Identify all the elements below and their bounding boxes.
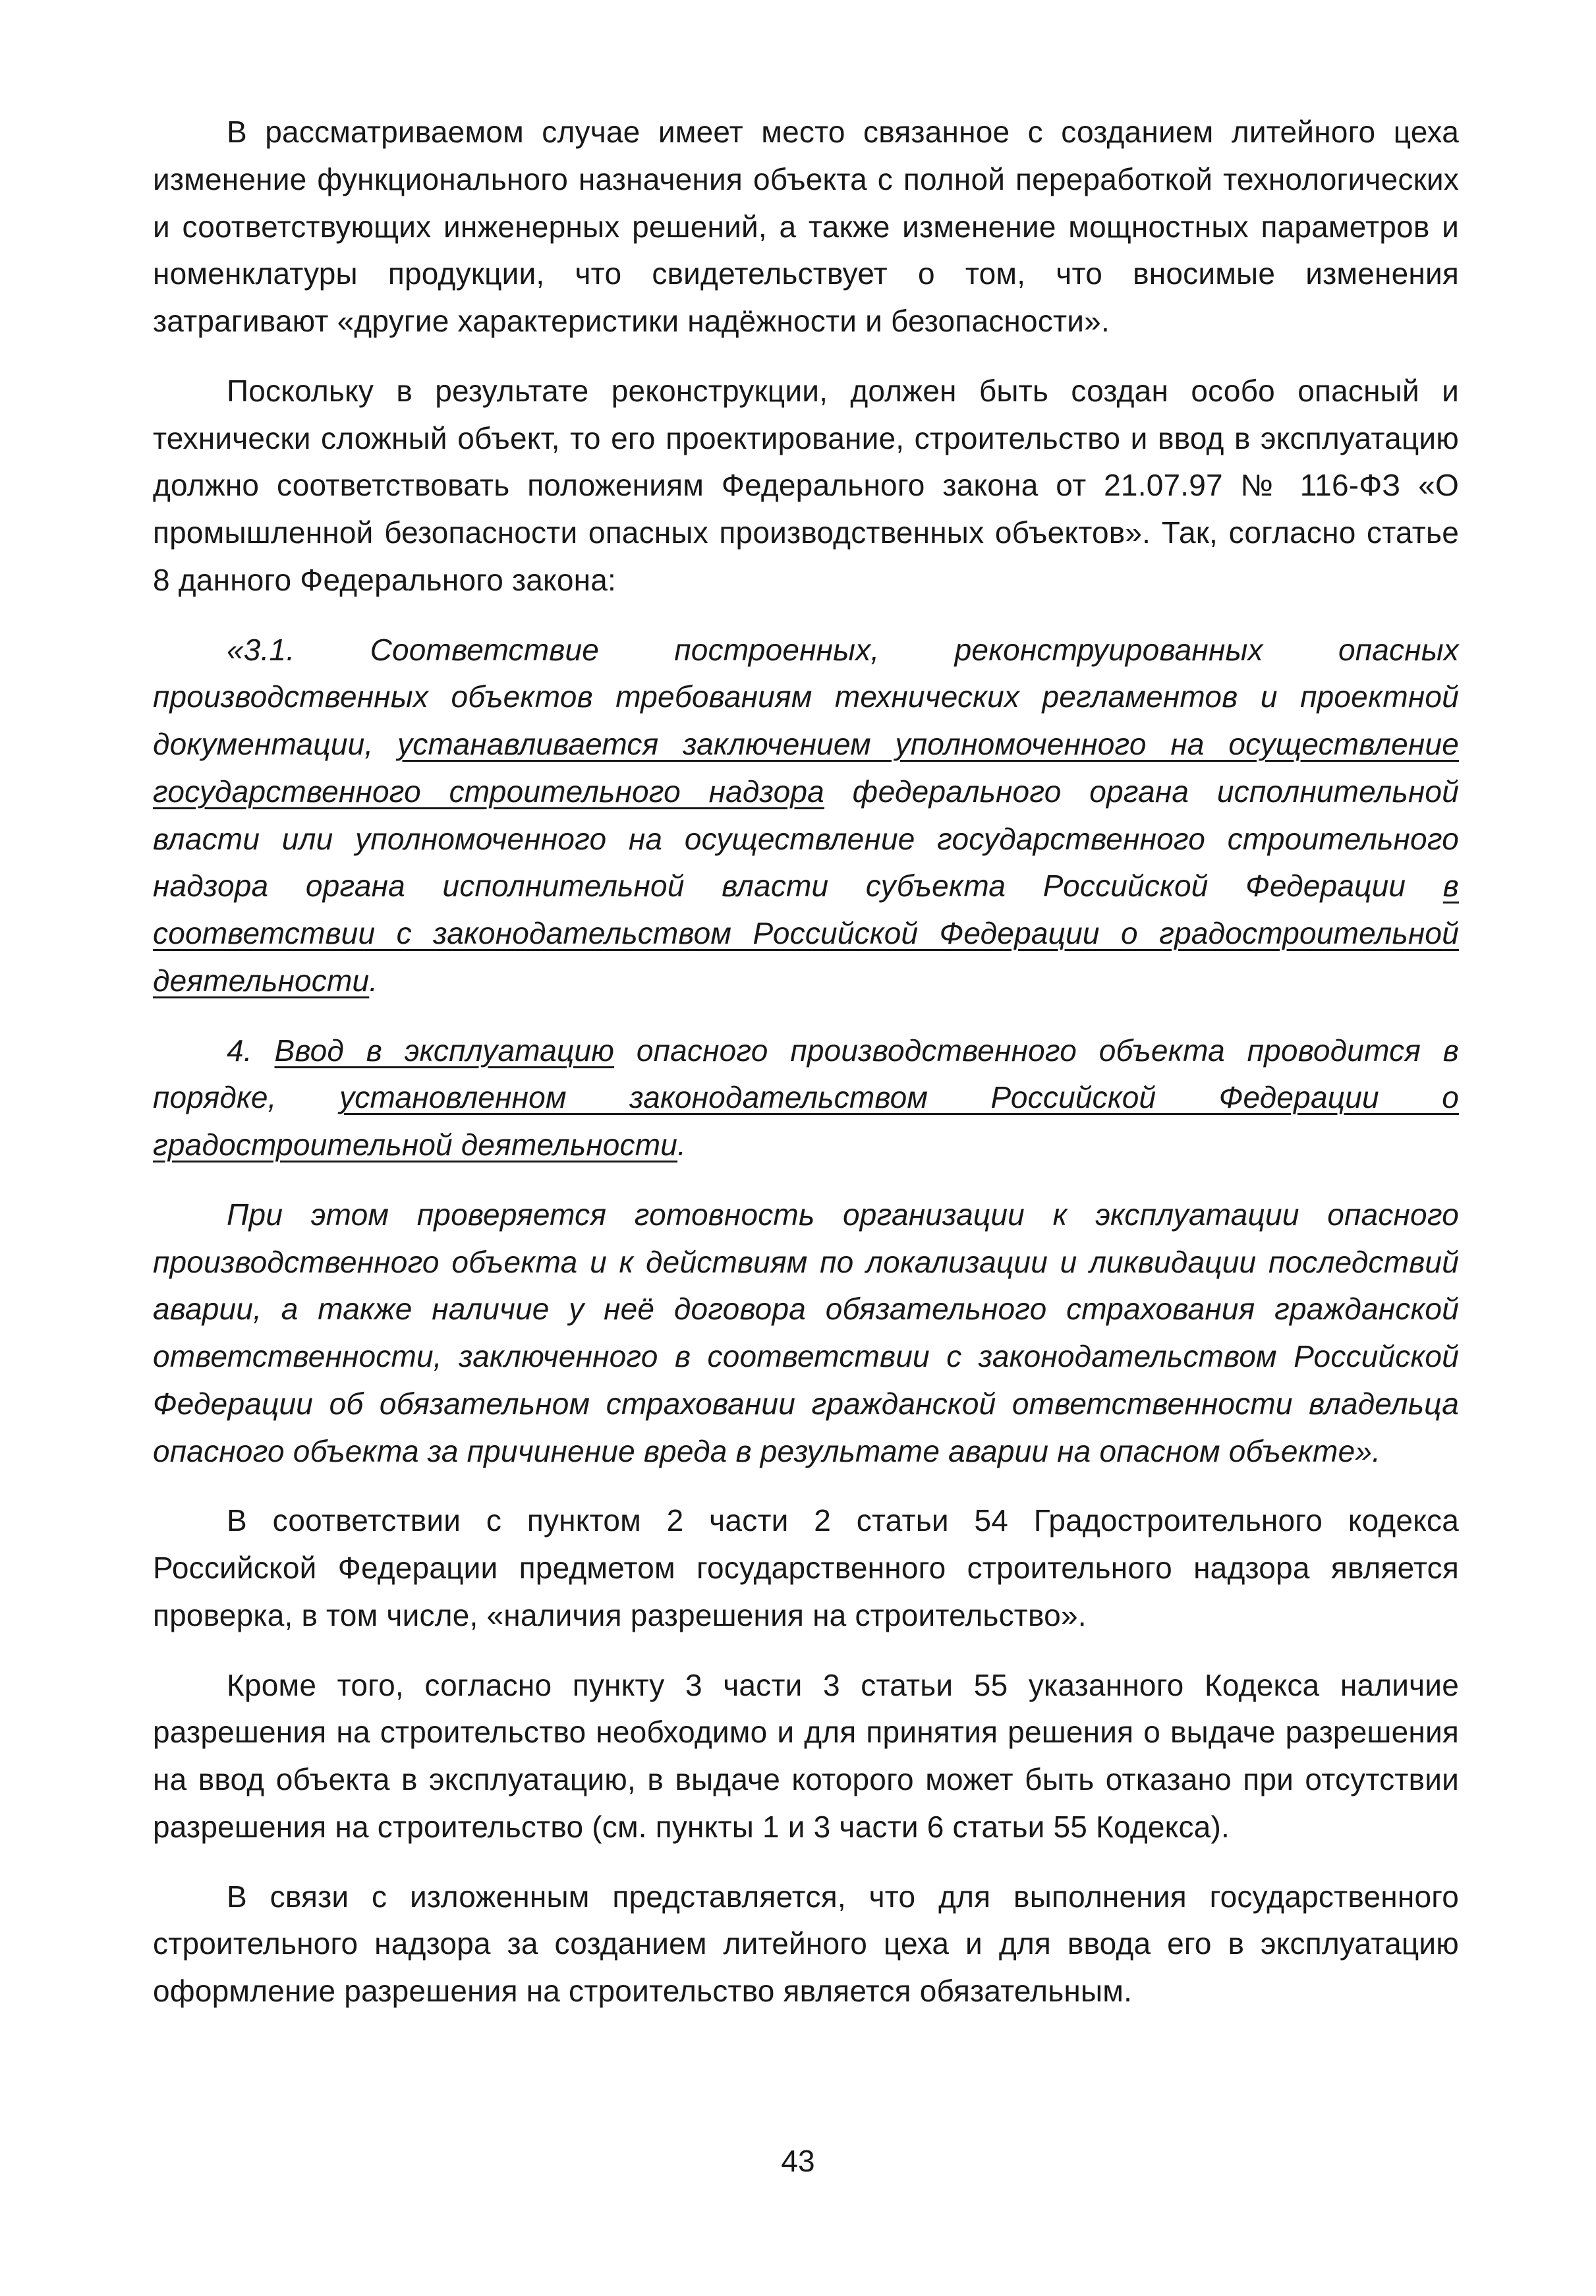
text-run: Поскольку в результате реконструкции, должен быть создан особо опасный и технически сложный объект, то его проектирование, строительство и ввод в эксплуатацию должно соответствовать положениям Федерального закона от 21.07.97 № 116-ФЗ «О промышленной безопасности опасных производственных объектов». Так, согласно статье 8 данного Федерального закона: xyxy=(153,373,1459,597)
text-run: федерального органа исполнительной власти или уполномоченного на осуществление государственного строительного надзора органа исполнительной власти субъекта Российской Федерации xyxy=(153,774,1459,904)
text-run: в соответствии с законодательством Российской Федерации о градостроительной деятельности xyxy=(153,869,1459,998)
text-run: 4. xyxy=(227,1033,275,1068)
text-run: Кроме того, согласно пункту 3 части 3 статьи 55 указанного Кодекса наличие разрешения на строительство необходимо и для принятия решения о выдаче разрешения на ввод объекта в эксплуатацию, в выдаче которого может быть отказано при отсутствии разрешения на строительство (см. пункты 1 и 3 части 6 статьи 55 Кодекса). xyxy=(153,1667,1459,1844)
text-run: опасного производственного объекта проводится в порядке, xyxy=(153,1033,1460,1115)
document-body xyxy=(153,109,1459,2015)
text-run: В рассматриваемом случае имеет место связанное с созданием литейного цеха изменение функционального назначения объекта с полной переработкой технологических и соответствующих инженерных решений, а также изменение мощностных параметров и номенклатуры продукции, что свидетельствует о том, что вносимые изменения затрагивают «другие характеристики надёжности и безопасности». xyxy=(153,115,1459,338)
text-run: Ввод в эксплуатацию xyxy=(274,1033,615,1068)
text-run: устанавливается заключением уполномоченного на осуществление государственного строительного надзора xyxy=(153,727,1460,809)
paragraph-7 xyxy=(153,1662,1459,1851)
paragraph-6 xyxy=(153,1497,1459,1639)
paragraph-1 xyxy=(153,109,1459,345)
text-run: . xyxy=(677,1128,687,1162)
text-run: При этом проверяется готовность организации к эксплуатации опасного производственного объекта и к действиям по локализации и ликвидации последствий аварии, а также наличие у неё договора обязательного страхования гражданской ответственности, заключенного в соответствии с законодательством Российской Федерации об обязательном страховании гражданской ответственности владельца опасного объекта за причинение вреда в результате аварии на опасном объекте». xyxy=(153,1197,1459,1468)
text-run: . xyxy=(369,963,378,998)
text-run: В связи с изложенным представляется, что для выполнения государственного строительного надзора за созданием литейного цеха и для ввода его в эксплуатацию оформление разрешения на строительство является обязательным. xyxy=(153,1879,1459,2008)
paragraph-2 xyxy=(153,368,1459,604)
paragraph-5 xyxy=(153,1191,1459,1476)
page-number: 43 xyxy=(781,2144,815,2178)
text-run: «3.1. Соответствие построенных, реконструированных опасных производственных объектов требованиям технических регламентов и проектной документации, xyxy=(153,632,1459,761)
text-run: установленном законодательством Российской Федерации о градостроительной деятельности xyxy=(153,1080,1460,1162)
paragraph-4 xyxy=(153,1027,1459,1169)
paragraph-8 xyxy=(153,1874,1459,2015)
paragraph-3 xyxy=(153,627,1459,1005)
text-run: В соответствии с пунктом 2 части 2 статьи 54 Градостроительного кодекса Российской Федерации предметом государственного строительного надзора является проверка, в том числе, «наличия разрешения на строительство». xyxy=(153,1503,1459,1632)
